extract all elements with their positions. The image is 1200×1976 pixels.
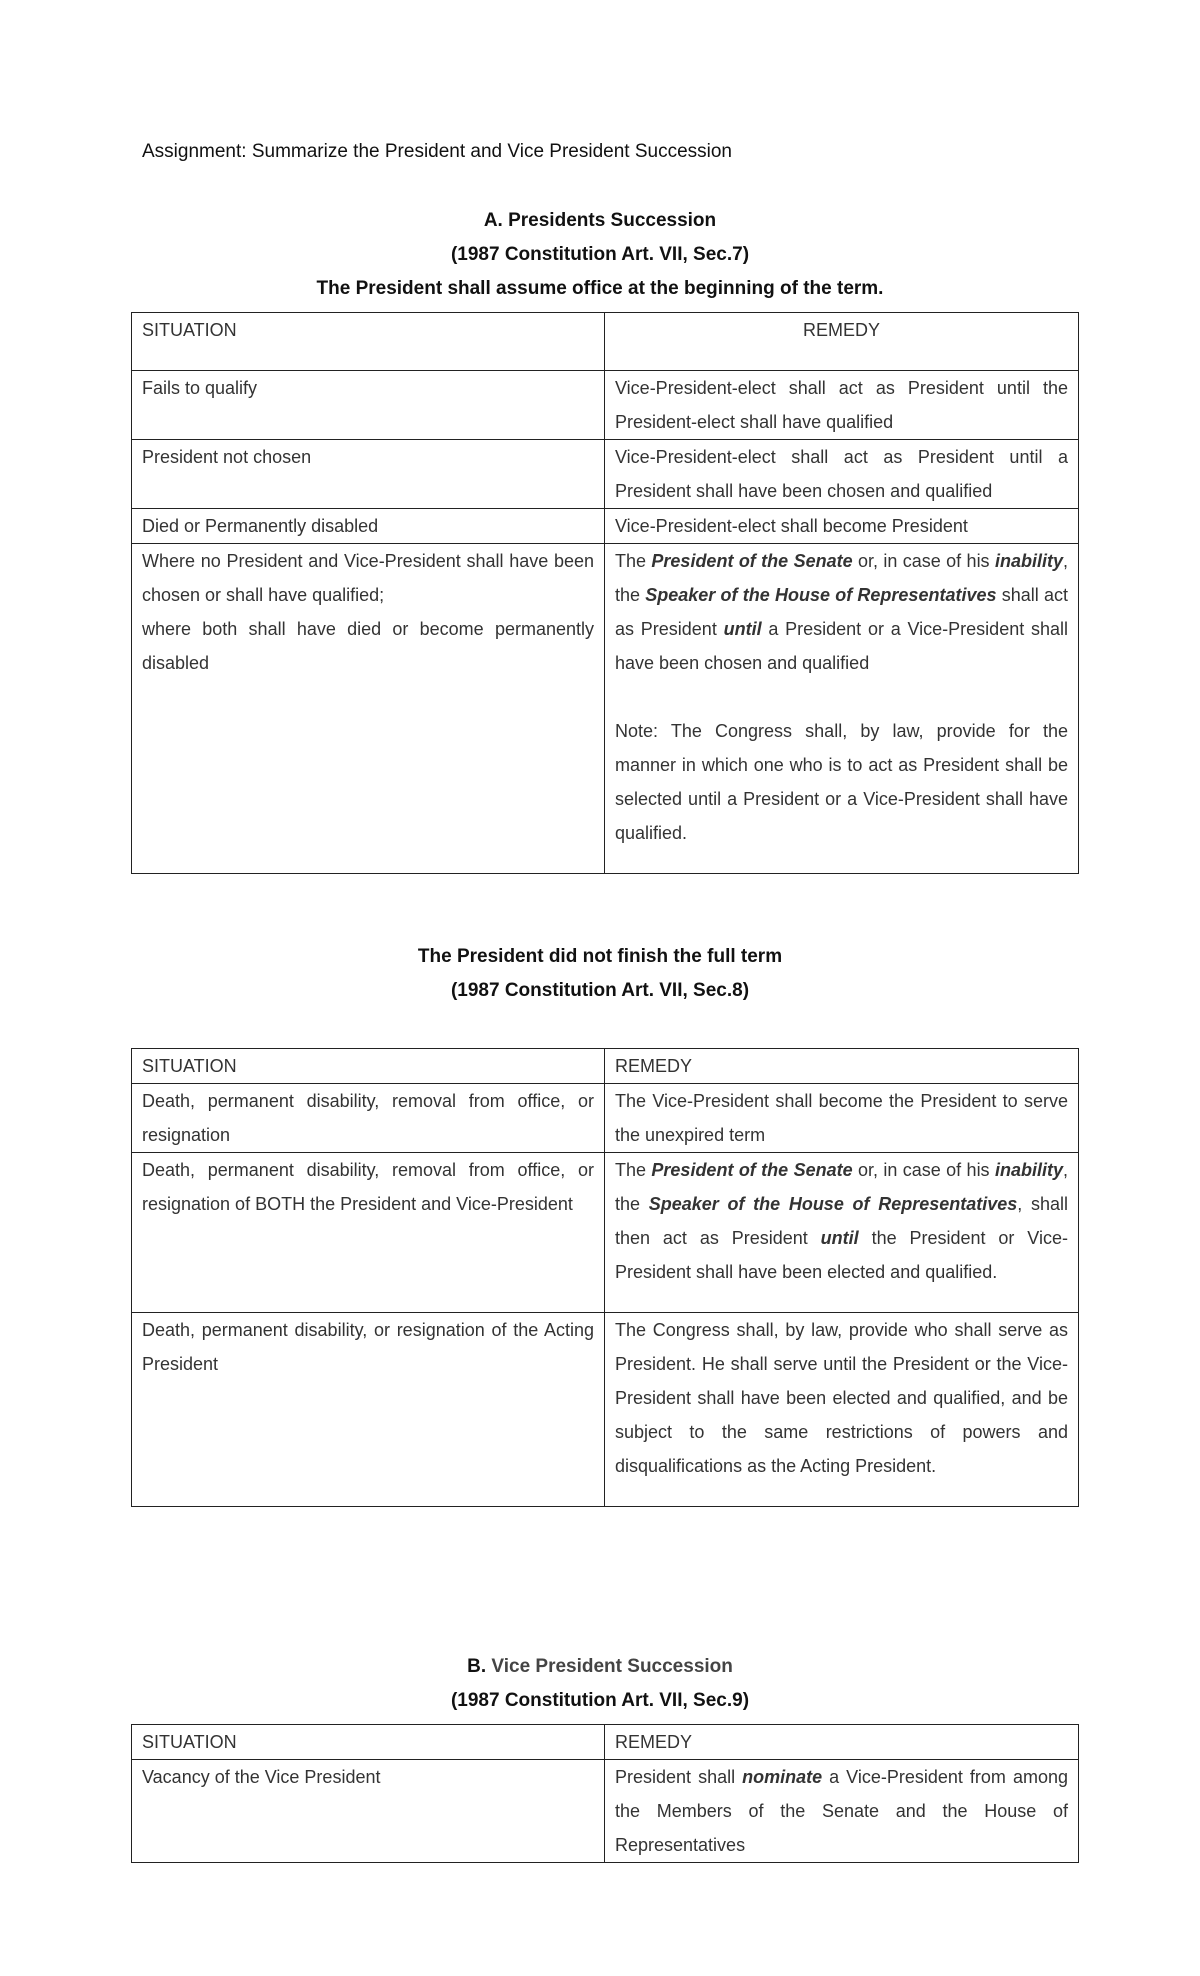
emphasis-text: Speaker of the House of Representatives bbox=[645, 585, 997, 605]
remedy-cell: The Vice-President shall become the President to serve the unexpired term bbox=[605, 1084, 1079, 1153]
table-row bbox=[132, 1084, 1079, 1153]
remedy-text-part: shall act as President bbox=[615, 585, 1068, 639]
situation-cell bbox=[132, 544, 605, 874]
situation-cell: Vacancy of the Vice President bbox=[132, 1760, 605, 1863]
remedy-text-part: or, in case of his bbox=[852, 1160, 995, 1180]
remedy-text-part: the President or Vice-President shall have been elected and qualified. bbox=[615, 1228, 1068, 1282]
paragraph-gap bbox=[615, 680, 1068, 714]
remedy-text-part: a President or a Vice-President shall have been chosen and qualified bbox=[615, 619, 1068, 673]
header-situation: SITUATION bbox=[132, 1725, 605, 1760]
remedy-cell bbox=[605, 1760, 1079, 1863]
remedy-cell: The Congress shall, by law, provide who shall serve as President. He shall serve until the President or the Vice-President shall have been elected and qualified, and be subject to the same restrictions of powers and disqualifications as the Acting President. bbox=[605, 1313, 1079, 1507]
remedy-text-part: a Vice-President from among the Members of the Senate and the House of Representatives bbox=[615, 1767, 1068, 1855]
remedy-cell: Vice-President-elect shall act as President until the President-elect shall have qualified bbox=[605, 371, 1079, 440]
table-row bbox=[132, 544, 1079, 874]
situation-text-1: Where no President and Vice-President shall have been chosen or shall have qualified; bbox=[142, 551, 594, 605]
table-row bbox=[132, 509, 1079, 544]
table-row bbox=[132, 440, 1079, 509]
remedy-cell: Vice-President-elect shall become President bbox=[605, 509, 1079, 544]
section-b-letter: B. bbox=[467, 1656, 487, 1677]
table-full-term bbox=[131, 1048, 1079, 1507]
table-header-row bbox=[132, 313, 1079, 371]
situation-cell: President not chosen bbox=[132, 440, 605, 509]
situation-cell: Death, permanent disability, removal from office, or resignation of BOTH the President and Vice-President bbox=[132, 1153, 605, 1313]
section-b-reference: (1987 Constitution Art. VII, Sec.9) bbox=[450, 1690, 750, 1711]
assignment-title: Assignment: Summarize the President and Vice President Succession bbox=[142, 141, 733, 162]
table-presidents-succession bbox=[131, 312, 1079, 874]
remedy-cell bbox=[605, 1153, 1079, 1313]
remedy-text-part: President shall bbox=[615, 1767, 743, 1787]
situation-cell: Died or Permanently disabled bbox=[132, 509, 605, 544]
remedy-cell: Vice-President-elect shall act as President until a President shall have been chosen and qualified bbox=[605, 440, 1079, 509]
emphasis-text: nominate bbox=[742, 1767, 823, 1787]
remedy-text-part: or, in case of his bbox=[852, 551, 995, 571]
table-row bbox=[132, 1313, 1079, 1507]
remedy-text-part: The bbox=[615, 1160, 652, 1180]
emphasis-text: inability bbox=[994, 551, 1063, 571]
remedy-text-part: , shall then act as President bbox=[615, 1194, 1068, 1248]
header-remedy: REMEDY bbox=[605, 313, 1079, 371]
situation-cell: Fails to qualify bbox=[132, 371, 605, 440]
note-text: Note: The Congress shall, by law, provide for the manner in which one who is to act as President shall be selected until a President or a Vice-President shall have qualified. bbox=[615, 721, 1068, 843]
table-header-row bbox=[132, 1725, 1079, 1760]
remedy-text bbox=[615, 544, 1068, 680]
section-term-title: The President did not finish the full term bbox=[417, 946, 783, 967]
header-situation: SITUATION bbox=[132, 313, 605, 371]
header-remedy: REMEDY bbox=[605, 1725, 1079, 1760]
remedy-cell bbox=[605, 544, 1079, 874]
emphasis-text: President of the Senate bbox=[651, 551, 853, 571]
situation-cell: Death, permanent disability, removal from office, or resignation bbox=[132, 1084, 605, 1153]
emphasis-text: inability bbox=[994, 1160, 1063, 1180]
table-row bbox=[132, 371, 1079, 440]
section-a-title: A. Presidents Succession bbox=[483, 210, 717, 231]
remedy-text-part: , the bbox=[615, 551, 1068, 605]
table-row bbox=[132, 1153, 1079, 1313]
table-row bbox=[132, 1760, 1079, 1863]
section-a-subtitle: The President shall assume office at the beginning of the term. bbox=[316, 278, 884, 299]
emphasis-text: until bbox=[723, 619, 762, 639]
emphasis-text: until bbox=[820, 1228, 859, 1248]
emphasis-text: Speaker of the House of Representatives bbox=[648, 1194, 1018, 1214]
situation-text-2: where both shall have died or become permanently disabled bbox=[142, 619, 594, 673]
remedy-text-part: The bbox=[615, 551, 652, 571]
header-remedy: REMEDY bbox=[605, 1049, 1079, 1084]
situation-cell: Death, permanent disability, or resignation of the Acting President bbox=[132, 1313, 605, 1507]
remedy-text-part: , the bbox=[615, 1160, 1068, 1214]
section-term-reference: (1987 Constitution Art. VII, Sec.8) bbox=[450, 980, 750, 1001]
table-vice-president-succession bbox=[131, 1724, 1079, 1863]
emphasis-text: President of the Senate bbox=[651, 1160, 853, 1180]
section-a-reference: (1987 Constitution Art. VII, Sec.7) bbox=[450, 244, 750, 265]
header-situation: SITUATION bbox=[132, 1049, 605, 1084]
section-b-title bbox=[0, 1656, 1200, 1678]
table-header-row bbox=[132, 1049, 1079, 1084]
section-b-title-text: Vice President Succession bbox=[486, 1656, 733, 1677]
